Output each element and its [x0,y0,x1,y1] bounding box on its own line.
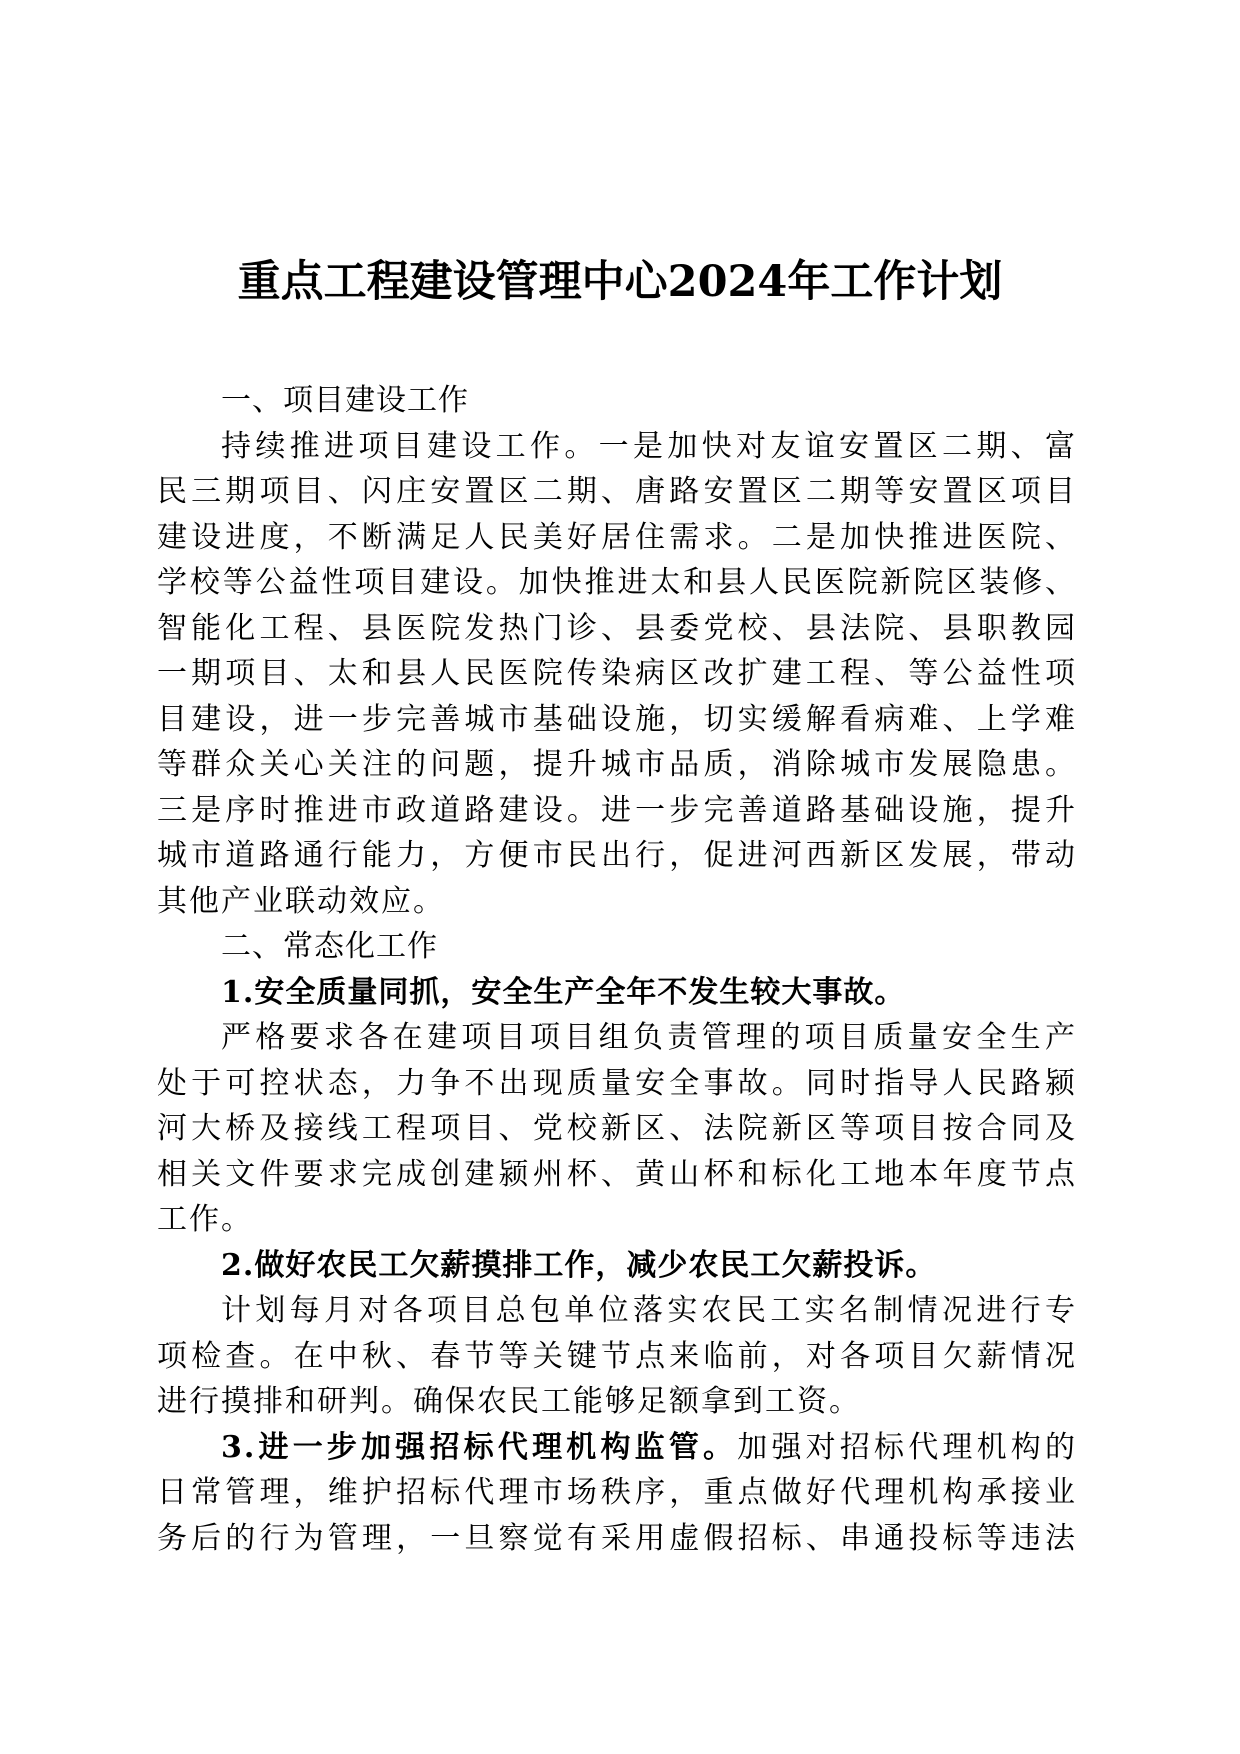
paragraph-line: 工作。 [157,1202,253,1237]
paragraph-line: 目建设，进一步完善城市基础设施，切实缓解看病难、上学难 [157,701,1077,737]
paragraph-line: 一期项目、太和县人民医院传染病区改扩建工程、等公益性项 [157,656,1077,691]
paragraph-line: 计划每月对各项目总包单位落实农民工实名制情况进行专 [221,1293,1077,1328]
paragraph-line: 学校等公益性项目建设。加快推进太和县人民医院新院区装修、 [157,565,1077,600]
paragraph-line: 城市道路通行能力，方便市民出行，促进河西新区发展，带动 [157,838,1077,873]
paragraph-line: 等群众关心关注的问题，提升城市品质，消除城市发展隐患。 [157,747,1077,782]
paragraph-line: 河大桥及接线工程项目、党校新区、法院新区等项目按合同及 [157,1111,1077,1146]
paragraph-line: 项检查。在中秋、春节等关键节点来临前，对各项目欠薪情况 [157,1338,1077,1374]
paragraph-line: 严格要求各在建项目项目组负责管理的项目质量安全生产 [221,1020,1077,1055]
paragraph-line: 务后的行为管理，一旦察觉有采用虚假招标、串通投标等违法 [157,1520,1077,1556]
paragraph-text: 加强对招标代理机构的 [737,1429,1078,1465]
subsection-heading: 1.安全质量同抓，安全生产全年不发生较大事故。 [221,974,906,1010]
paragraph-line: 建设进度，不断满足人民美好居住需求。二是加快推进医院、 [157,519,1077,555]
paragraph-line: 进行摸排和研判。确保农民工能够足额拿到工资。 [157,1384,861,1419]
section-heading: 一、项目建设工作 [221,383,469,418]
paragraph-line [157,1425,1077,1471]
document-body [157,378,1077,1561]
paragraph-line: 智能化工程、县医院发热门诊、县委党校、县法院、县职教园 [157,610,1077,646]
paragraph-line: 持续推进项目建设工作。一是加快对友谊安置区二期、富 [221,428,1077,464]
subsection-heading: 3.进一步加强招标代理机构监管。 [221,1429,738,1465]
paragraph-line: 其他产业联动效应。 [157,883,445,919]
paragraph-line: 三是序时推进市政道路建设。进一步完善道路基础设施，提升 [157,792,1077,828]
paragraph-line: 处于可控状态，力争不出现质量安全事故。同时指导人民路颍 [157,1065,1077,1101]
section-heading: 二、常态化工作 [221,929,438,964]
paragraph-line: 民三期项目、闪庄安置区二期、唐路安置区二期等安置区项目 [157,474,1077,509]
paragraph-line: 相关文件要求完成创建颍州杯、黄山杯和标化工地本年度节点 [157,1156,1077,1192]
subsection-heading: 2.做好农民工欠薪摸排工作，减少农民工欠薪投诉。 [221,1247,937,1283]
paragraph-line: 日常管理，维护招标代理市场秩序，重点做好代理机构承接业 [157,1475,1077,1510]
document-title: 重点工程建设管理中心2024年工作计划 [237,257,1003,307]
